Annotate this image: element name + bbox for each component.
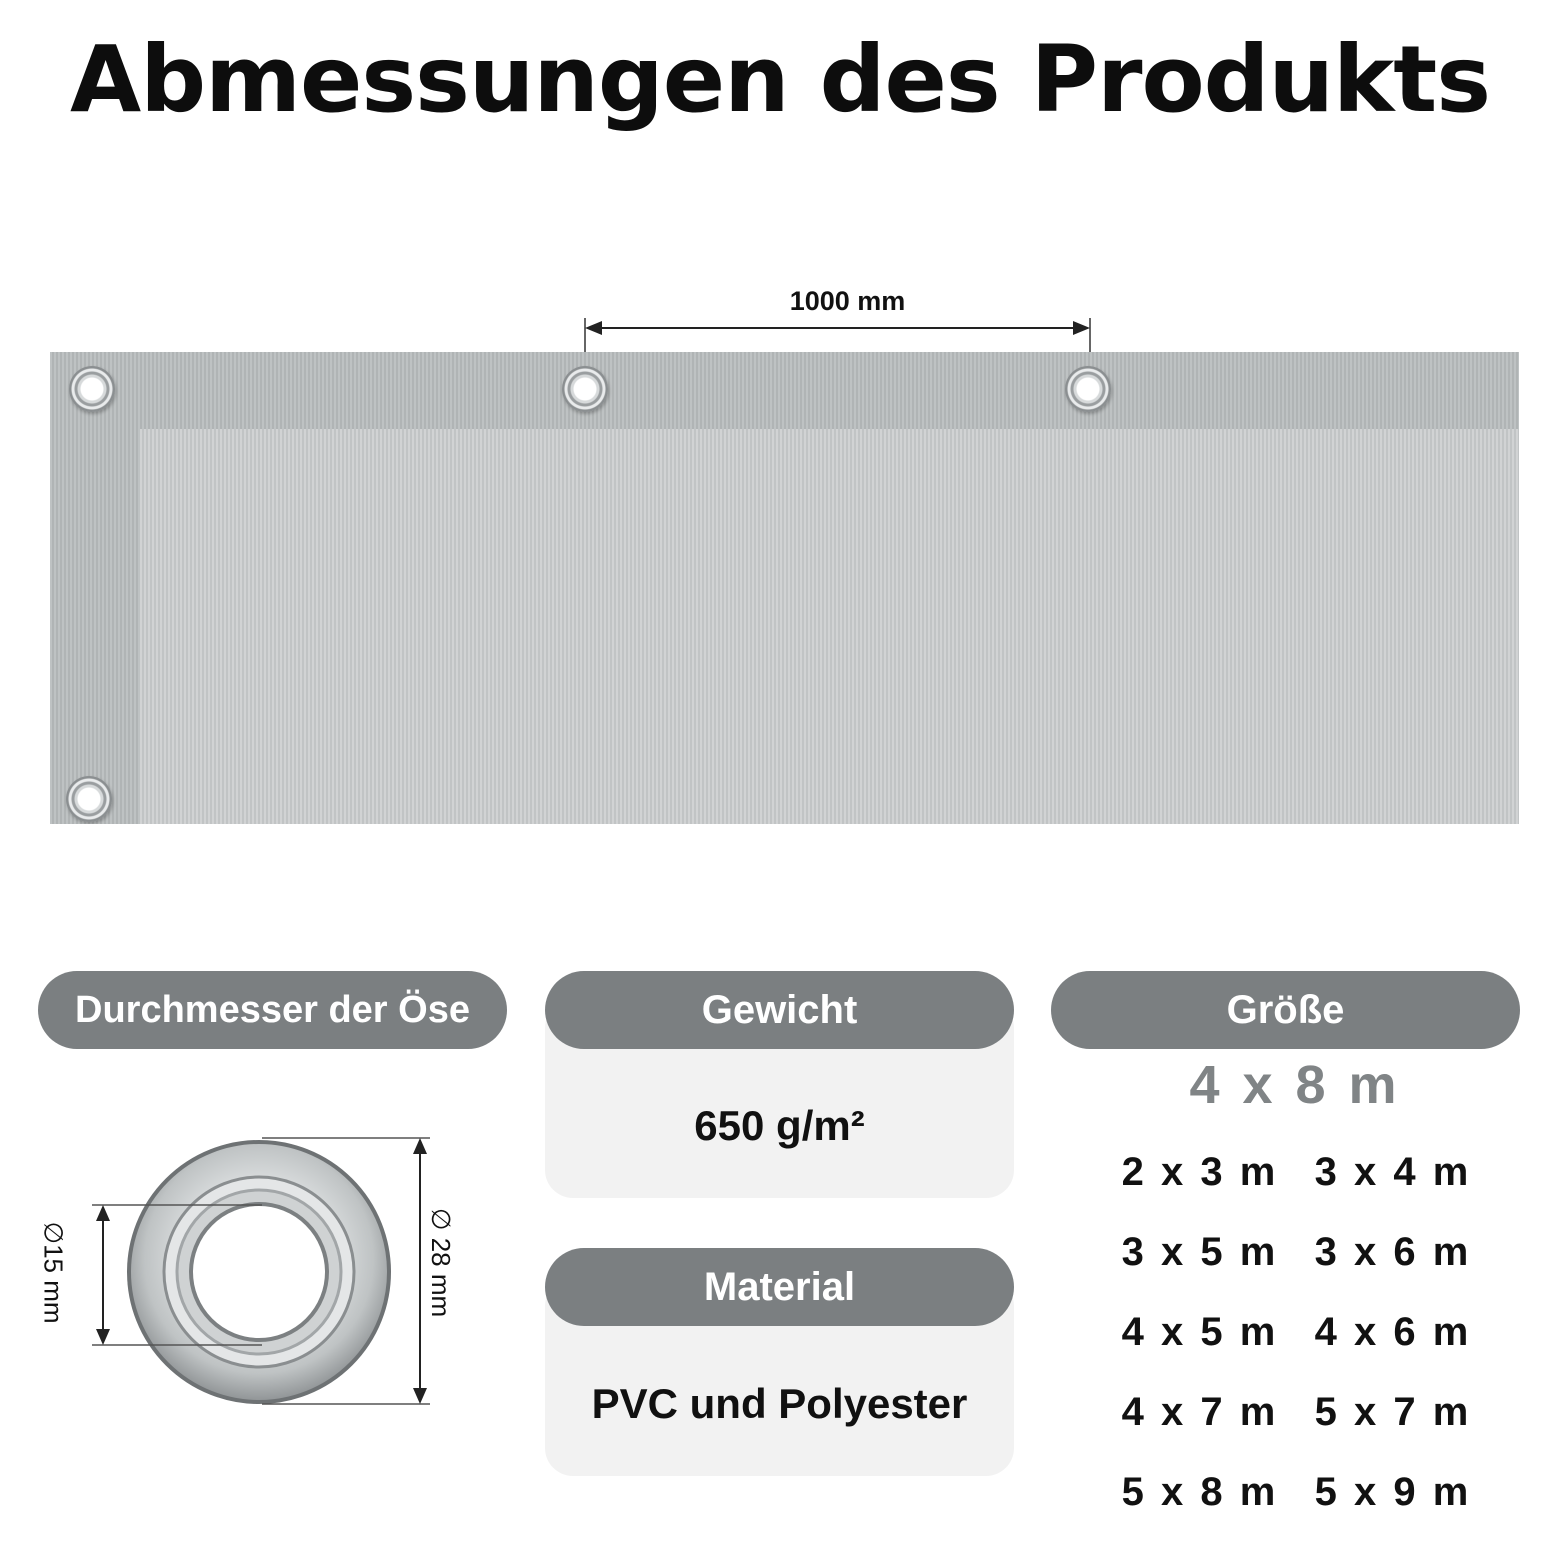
size-option: 5 x 7 m bbox=[1314, 1390, 1472, 1434]
selected-size: 4 x 8 m bbox=[1189, 1055, 1401, 1115]
size-option: 3 x 5 m bbox=[1121, 1230, 1279, 1274]
outer-diameter-label: ∅ 28 mm bbox=[426, 1207, 457, 1318]
material-header: Material bbox=[545, 1248, 1014, 1326]
size-header: Größe bbox=[1051, 971, 1520, 1049]
eyelet-header: Durchmesser der Öse bbox=[38, 971, 507, 1049]
size-option: 4 x 7 m bbox=[1121, 1390, 1279, 1434]
size-option: 5 x 9 m bbox=[1314, 1470, 1472, 1514]
material-value: PVC und Polyester bbox=[591, 1380, 968, 1427]
dimension-label: 1000 mm bbox=[789, 286, 906, 316]
inner-diameter-label: ∅15 mm bbox=[38, 1221, 69, 1324]
size-option: 4 x 5 m bbox=[1121, 1310, 1279, 1354]
weight-value: 650 g/m² bbox=[694, 1102, 865, 1149]
size-option: 3 x 4 m bbox=[1314, 1150, 1472, 1194]
size-option: 2 x 3 m bbox=[1121, 1150, 1279, 1194]
size-option: 5 x 8 m bbox=[1121, 1470, 1279, 1514]
size-option: 3 x 6 m bbox=[1314, 1230, 1472, 1274]
size-option: 4 x 6 m bbox=[1314, 1310, 1472, 1354]
weight-header: Gewicht bbox=[545, 971, 1014, 1049]
page-title: Abmessungen des Produkts bbox=[70, 26, 1490, 133]
